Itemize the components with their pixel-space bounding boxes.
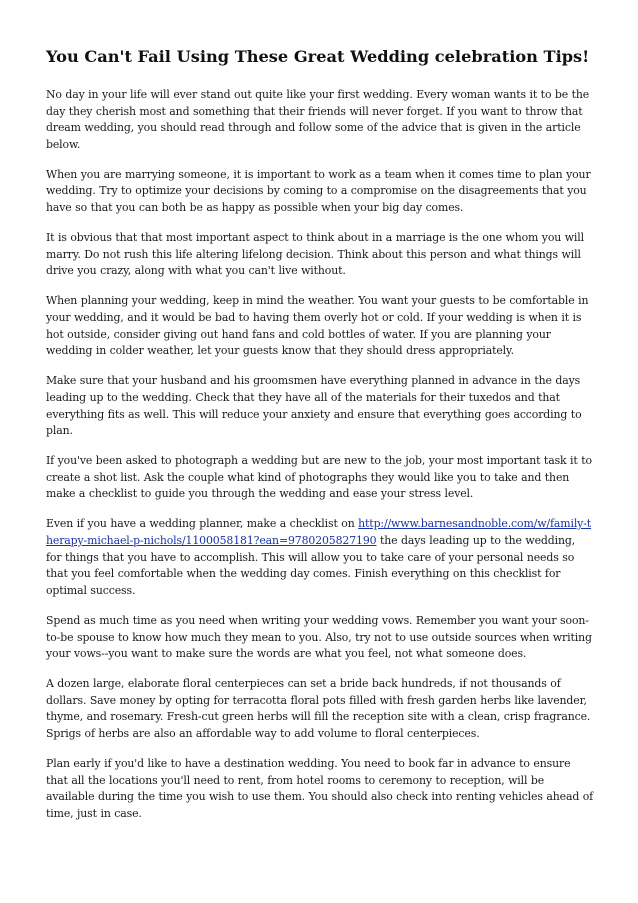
paragraph-destination: Plan early if you'd like to have a destination wedding. You need to book far in advance to ensure that all the locations you'll need to rent, from hotel rooms to ceremony to reception, will be available during the time you wish to use them. You should also check into renting vehicles ahead of time, just in case. — [46, 757, 594, 820]
paragraph-spouse-choice: It is obvious that that most important aspect to think about in a marriage is the one whom you will marry. Do not rush this life altering lifelong decision. Think about this person and what things will drive you crazy, along with what you can't live without. — [46, 231, 584, 278]
paragraph-weather: When planning your wedding, keep in mind the weather. You want your guests to be comfortable in your wedding, and it would be bad to having them overly hot or cold. If your wedding is when it is hot outside, consider giving out hand fans and cold bottles of water. If you are planning your wedding in colder weather, let your guests know that they should dress appropriately. — [46, 294, 589, 358]
paragraph-photography: If you've been asked to photograph a wedding but are new to the job, your most important task it to create a shot list. Ask the couple what kind of photographs they would like you to take and then make a checklist to guide you through the wedding and ease your stress level. — [46, 454, 592, 501]
paragraph-checklist — [46, 516, 594, 599]
paragraph-vows: Spend as much time as you need when writing your wedding vows. Remember you want your soon-to-be spouse to know how much they mean to you. Also, try not to use outside sources when writing your vows--you want to make sure the words are what you feel, not what someone does. — [46, 613, 592, 661]
article-title: You Can't Fail Using These Great Wedding celebration Tips! — [46, 47, 590, 66]
paragraph-groomsmen: Make sure that your husband and his groomsmen have everything planned in advance in the days leading up to the wedding. Check that they have all of the materials for their tuxedos and that everything fits as well. This will reduce your anxiety and ensure that everything goes according to plan. — [46, 374, 582, 438]
document-page — [46, 46, 594, 836]
paragraph-intro: No day in your life will ever stand out quite like your first wedding. Every woman wants it to be the day they cherish most and something that their friends will never forget. If you want to throw that dream wedding, you should read through and follow some of the advice that is given in the article below. — [46, 88, 590, 151]
checklist-text-after: the days leading up to the wedding, for things that you have to accomplish. This will allow you to take care of your personal needs so that you feel comfortable when the wedding day comes. Finish everything on this checklist for optimal success. — [46, 534, 576, 597]
paragraph-centerpieces: A dozen large, elaborate floral centerpieces can set a bride back hundreds, if not thousands of dollars. Save money by opting for terracotta floral pots filled with fresh garden herbs like lavender, thyme, and rosemary. Fresh-cut green herbs will fill the reception site with a clean, crisp fragrance. Sprigs of herbs are also an affordable way to add volume to floral centerpieces. — [46, 677, 591, 740]
checklist-text-before: Even if you have a wedding planner, make a checklist on — [46, 517, 359, 531]
barnesandnoble-link[interactable]: http://www.barnesandnoble.com/w/family-therapy-michael-p-nichols/1100058181?ean=9780205827190 — [46, 517, 592, 548]
paragraph-teamwork: When you are marrying someone, it is important to work as a team when it comes time to plan your wedding. Try to optimize your decisions by coming to a compromise on the disagreements that you have so that you can both be as happy as possible when your big day comes. — [46, 167, 591, 215]
